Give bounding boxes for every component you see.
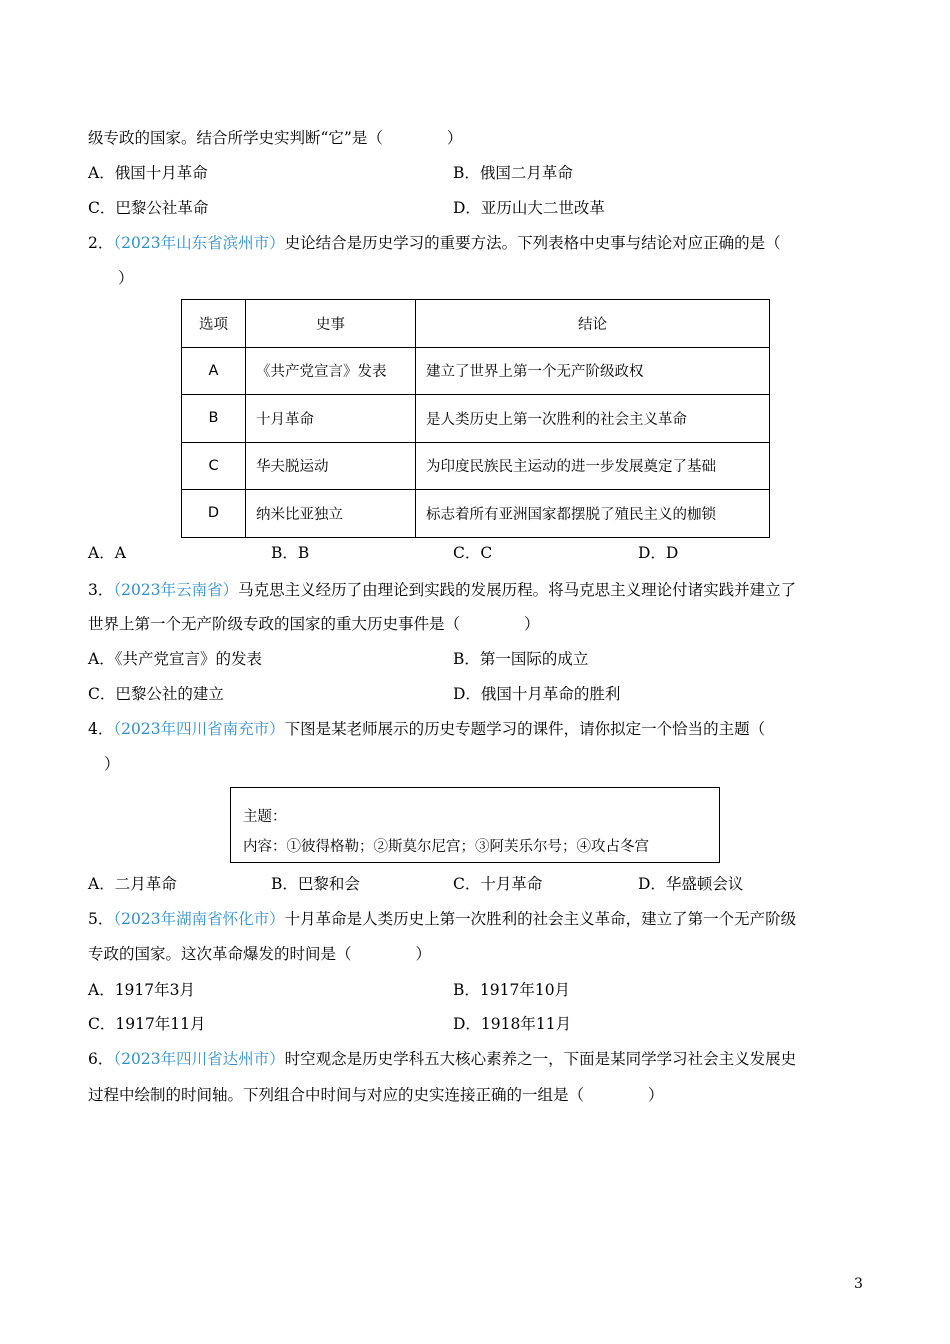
- q5-option-a[interactable]: A．1917年3月: [88, 981, 196, 999]
- q1-option-b[interactable]: B．俄国二月革命: [453, 164, 573, 182]
- q6-stem: 6．（2023年四川省达州市）时空观念是历史学科五大核心素养之一，下面是某同学学习社会主义发展史: [88, 1050, 797, 1068]
- q2-stem: 2．（2023年山东省滨州市）史论结合是历史学习的重要方法。下列表格中史事与结论对应正确的是（: [88, 234, 781, 252]
- q5-option-c[interactable]: C．1917年11月: [88, 1015, 206, 1033]
- table-row: B 十月革命 是人类历史上第一次胜利的社会主义革命: [182, 395, 770, 443]
- q4-box-topic: 主题：: [243, 809, 287, 825]
- table-header-event: 史事: [246, 300, 416, 348]
- q1-option-d[interactable]: D．亚历山大二世改革: [453, 199, 605, 217]
- q6-source: （2023年四川省达州市）: [113, 1050, 285, 1068]
- q4-option-d[interactable]: D．华盛顿会议: [638, 875, 744, 893]
- q5-stem-2: 专政的国家。这次革命爆发的时间是（ ）: [88, 945, 432, 963]
- q2-option-d[interactable]: D．D: [638, 544, 679, 562]
- table-row: C 华夫脱运动 为印度民族民主运动的进一步发展奠定了基础: [182, 442, 770, 490]
- q1-tail: 级专政的国家。结合所学史实判断“它”是（ ）: [88, 129, 463, 147]
- q4-box-content: 内容：①彼得格勒；②斯莫尔尼宫；③阿芙乐尔号；④攻占冬宫: [243, 839, 649, 855]
- q5-option-d[interactable]: D．1918年11月: [453, 1015, 572, 1033]
- table-header-option: 选项: [182, 300, 246, 348]
- q5-stem: 5．（2023年湖南省怀化市）十月革命是人类历史上第一次胜利的社会主义革命，建立了第一个无产阶级: [88, 910, 797, 928]
- q2-option-a[interactable]: A．A: [88, 544, 126, 562]
- q2-option-c[interactable]: C．C: [453, 544, 493, 562]
- q4-option-b[interactable]: B．巴黎和会: [271, 875, 360, 893]
- q4-close: ）: [104, 755, 120, 773]
- table-row: A 《共产党宣言》发表 建立了世界上第一个无产阶级政权: [182, 347, 770, 395]
- q3-option-d[interactable]: D．俄国十月革命的胜利: [453, 685, 621, 703]
- q5-option-b[interactable]: B．1917年10月: [453, 981, 571, 999]
- table-row: D 纳米比亚独立 标志着所有亚洲国家都摆脱了殖民主义的枷锁: [182, 490, 770, 538]
- q4-source: （2023年四川省南充市）: [113, 720, 285, 738]
- q3-option-b[interactable]: B．第一国际的成立: [453, 650, 589, 668]
- table-header-row: [182, 300, 770, 348]
- q4-option-a[interactable]: A．二月革命: [88, 875, 177, 893]
- q4-option-c[interactable]: C．十月革命: [453, 875, 543, 893]
- q3-stem: 3．（2023年云南省）马克思主义经历了由理论到实践的发展历程。将马克思主义理论付诸实践并建立了: [88, 581, 797, 599]
- q3-source: （2023年云南省）: [113, 581, 239, 599]
- q3-stem-2: 世界上第一个无产阶级专政的国家的重大历史事件是（ ）: [88, 615, 540, 633]
- q2-close: ）: [118, 269, 134, 287]
- table-header-conclusion: 结论: [416, 300, 770, 348]
- q4-stem: 4．（2023年四川省南充市）下图是某老师展示的历史专题学习的课件，请你拟定一个恰当的主题（: [88, 720, 766, 738]
- q4-courseware-box: [230, 787, 720, 863]
- q3-option-a[interactable]: A．《共产党宣言》的发表: [88, 650, 262, 668]
- q2-table: [181, 299, 770, 538]
- q1-option-c[interactable]: C．巴黎公社革命: [88, 199, 209, 217]
- q2-source: （2023年山东省滨州市）: [113, 234, 285, 252]
- q6-stem-2: 过程中绘制的时间轴。下列组合中时间与对应的史实连接正确的一组是（ ）: [88, 1086, 664, 1104]
- q1-option-a[interactable]: A．俄国十月革命: [88, 164, 208, 182]
- q3-option-c[interactable]: C．巴黎公社的建立: [88, 685, 224, 703]
- q5-source: （2023年湖南省怀化市）: [113, 910, 285, 928]
- q2-option-b[interactable]: B．B: [271, 544, 310, 562]
- page-number: 3: [854, 1276, 863, 1292]
